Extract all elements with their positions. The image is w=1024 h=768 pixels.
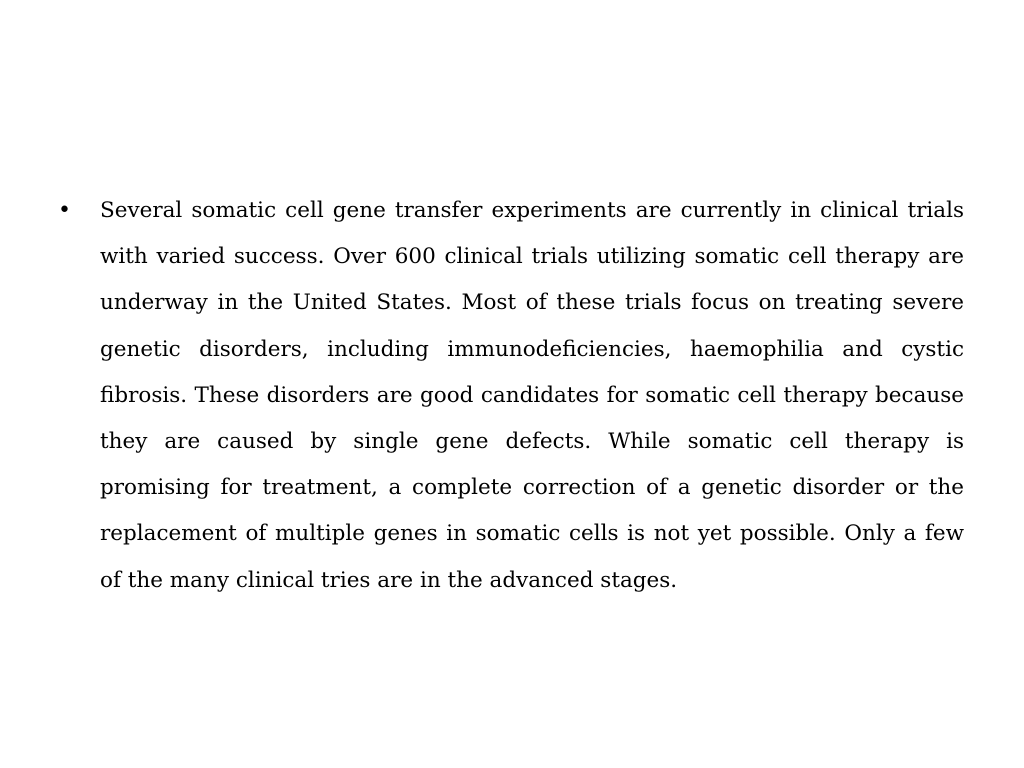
bullet-icon: • [58, 198, 71, 223]
bullet-paragraph: Several somatic cell gene transfer experiments are currently in clinical trials with varied success. Over 600 clinical trials utilizing somatic cell therapy are underway in the United States. Most of these trials focus on treating severe genetic disorders, including immunodeficiencies, haemophilia and cystic fibrosis. These disorders are good candidates for somatic cell therapy because they are caused by single gene defects. While somatic cell therapy is promising for treatment, a complete correction of a genetic disorder or the replacement of multiple genes in somatic cells is not yet possible. Only a few of the many clinical tries are in the advanced stages. [100, 198, 964, 593]
bullet-item [58, 188, 964, 708]
